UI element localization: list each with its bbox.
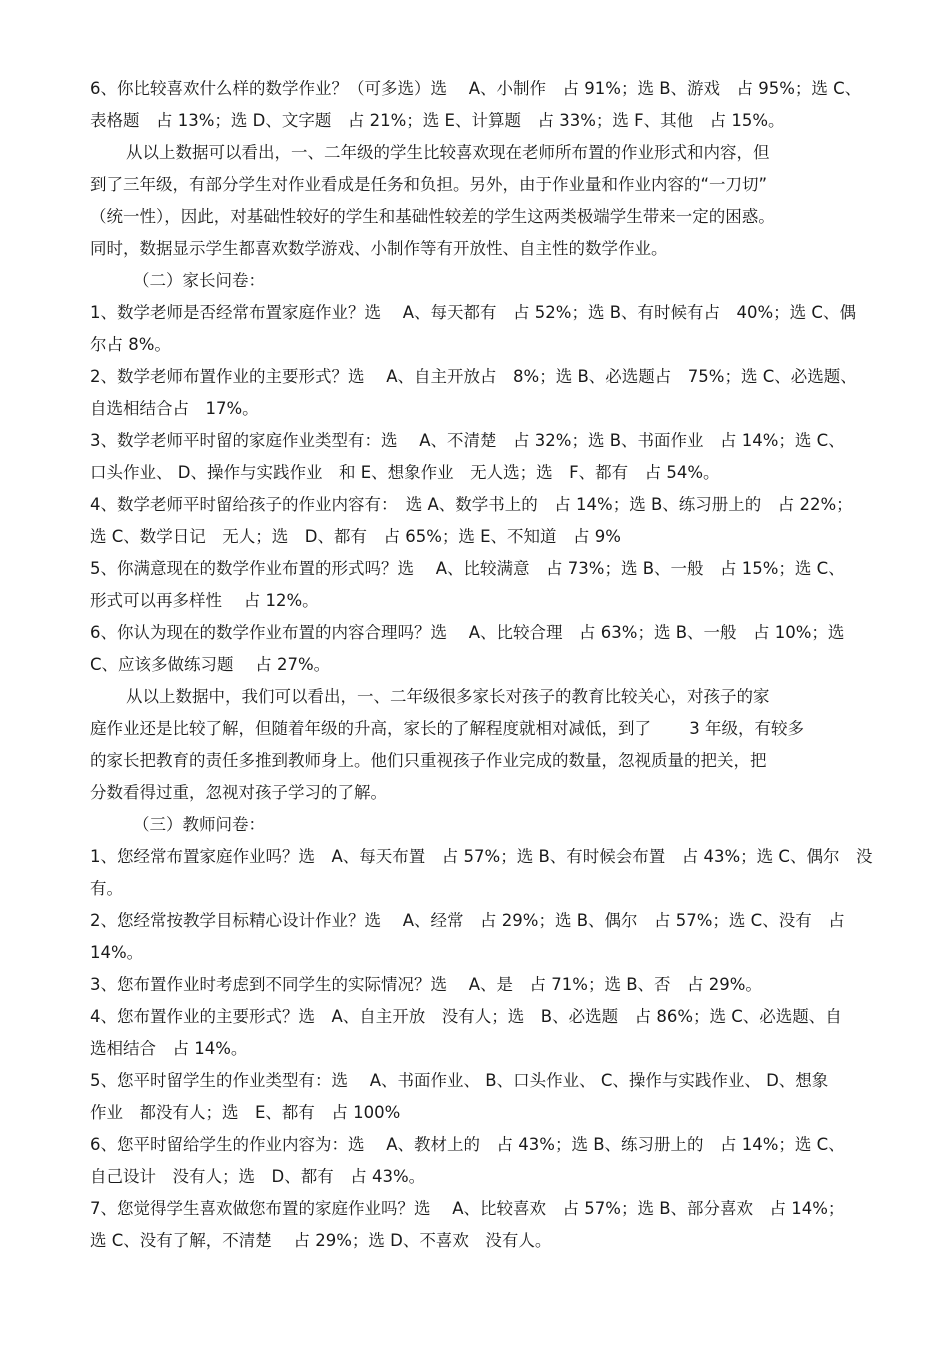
teacher-section-heading: （三）教师问卷： — [133, 815, 265, 834]
teacher-q5-line-1: 5、您平时留学生的作业类型有：选 A、书面作业、 B、口头作业、 C、操作与实践作业、 D、想象 — [90, 1071, 829, 1090]
teacher-q1-line-1: 1、您经常布置家庭作业吗？选 A、每天布置 占 57%；选 B、有时候会布置 占 43%；选 C、偶尔 没 — [90, 847, 873, 866]
parent-section-heading: （二）家长问卷： — [133, 271, 265, 290]
parent-q6-line-1: 6、你认为现在的数学作业布置的内容合理吗？选 A、比较合理 占 63%；选 B、一般 占 10%；选 — [90, 623, 845, 642]
parent-summary-line-3: 的家长把教育的责任多推到教师身上。他们只重视孩子作业完成的数量，忽视质量的把关，把 — [90, 751, 767, 770]
teacher-q7-line-2: 选 C、没有了解，不清楚 占 29%；选 D、不喜欢 没有人。 — [90, 1231, 552, 1250]
teacher-q2-line-1: 2、您经常按教学目标精心设计作业？选 A、经常 占 29%；选 B、偶尔 占 57%；选 C、没有 占 — [90, 911, 845, 930]
parent-q4-line-2: 选 C、数学日记 无人；选 D、都有 占 65%；选 E、不知道 占 9% — [90, 527, 621, 546]
parent-q4-line-1: 4、数学老师平时留给孩子的作业内容有： 选 A、数学书上的 占 14%；选 B、练习册上的 占 22%； — [90, 495, 853, 514]
teacher-q6-line-2: 自己设计 没有人；选 D、都有 占 43%。 — [90, 1167, 426, 1186]
student-summary-line-2: 到了三年级，有部分学生对作业看成是任务和负担。另外，由于作业量和作业内容的“一刀切” — [90, 175, 768, 194]
parent-summary-line-1: 从以上数据中，我们可以看出，一、二年级很多家长对孩子的教育比较关心，对孩子的家 — [126, 687, 770, 706]
parent-q3-line-2: 口头作业、 D、操作与实践作业 和 E、想象作业 无人选；选 F、都有 占 54%。 — [90, 463, 720, 482]
student-summary-line-1: 从以上数据可以看出，一、二年级的学生比较喜欢现在老师所布置的作业形式和内容，但 — [126, 143, 770, 162]
parent-q2-line-2: 自选相结合占 17%。 — [90, 399, 259, 418]
parent-summary-line-4: 分数看得过重，忽视对孩子学习的了解。 — [90, 783, 387, 802]
teacher-q1-line-2: 有。 — [90, 879, 123, 898]
parent-q3-line-1: 3、数学老师平时留的家庭作业类型有：选 A、不清楚 占 32%；选 B、书面作业 占 14%；选 C、 — [90, 431, 845, 450]
parent-q2-line-1: 2、数学老师布置作业的主要形式？选 A、自主开放占 8%；选 B、必选题占 75%；选 C、必选题、 — [90, 367, 857, 386]
parent-q5-line-2: 形式可以再多样性 占 12%。 — [90, 591, 319, 610]
student-summary-line-3: （统一性），因此，对基础性较好的学生和基础性较差的学生这两类极端学生带来一定的困惑。 — [90, 207, 775, 226]
parent-q1-line-1: 1、数学老师是否经常布置家庭作业？选 A、每天都有 占 52%；选 B、有时候有占 40%；选 C、偶 — [90, 303, 856, 322]
student-q6-line-1: 6、你比较喜欢什么样的数学作业？（可多选）选 A、小制作 占 91%；选 B、游戏 占 95%；选 C、 — [90, 79, 862, 98]
teacher-q6-line-1: 6、您平时留给学生的作业内容为：选 A、教材上的 占 43%；选 B、练习册上的 占 14%；选 C、 — [90, 1135, 845, 1154]
student-summary-line-4: 同时，数据显示学生都喜欢数学游戏、小制作等有开放性、自主性的数学作业。 — [90, 239, 668, 258]
parent-q1-line-2: 尔占 8%。 — [90, 335, 171, 354]
parent-q5-line-1: 5、你满意现在的数学作业布置的形式吗？选 A、比较满意 占 73%；选 B、一般 占 15%；选 C、 — [90, 559, 845, 578]
parent-summary-line-2: 庭作业还是比较了解，但随着年级的升高，家长的了解程度就相对减低，到了 3 年级，有较多 — [90, 719, 804, 738]
teacher-q4-line-2: 选相结合 占 14%。 — [90, 1039, 248, 1058]
teacher-q3-line-1: 3、您布置作业时考虑到不同学生的实际情况？选 A、是 占 71%；选 B、否 占 29%。 — [90, 975, 762, 994]
teacher-q7-line-1: 7、您觉得学生喜欢做您布置的家庭作业吗？选 A、比较喜欢 占 57%；选 B、部分喜欢 占 14%； — [90, 1199, 845, 1218]
teacher-q5-line-2: 作业 都没有人；选 E、都有 占 100% — [90, 1103, 401, 1122]
teacher-q4-line-1: 4、您布置作业的主要形式？选 A、自主开放 没有人；选 B、必选题 占 86%；选 C、必选题、自 — [90, 1007, 842, 1026]
teacher-q2-line-2: 14%。 — [90, 943, 144, 962]
parent-q6-line-2: C、应该多做练习题 占 27%。 — [90, 655, 331, 674]
student-q6-line-2: 表格题 占 13%；选 D、文字题 占 21%；选 E、计算题 占 33%；选 F、其他 占 15%。 — [90, 111, 785, 130]
